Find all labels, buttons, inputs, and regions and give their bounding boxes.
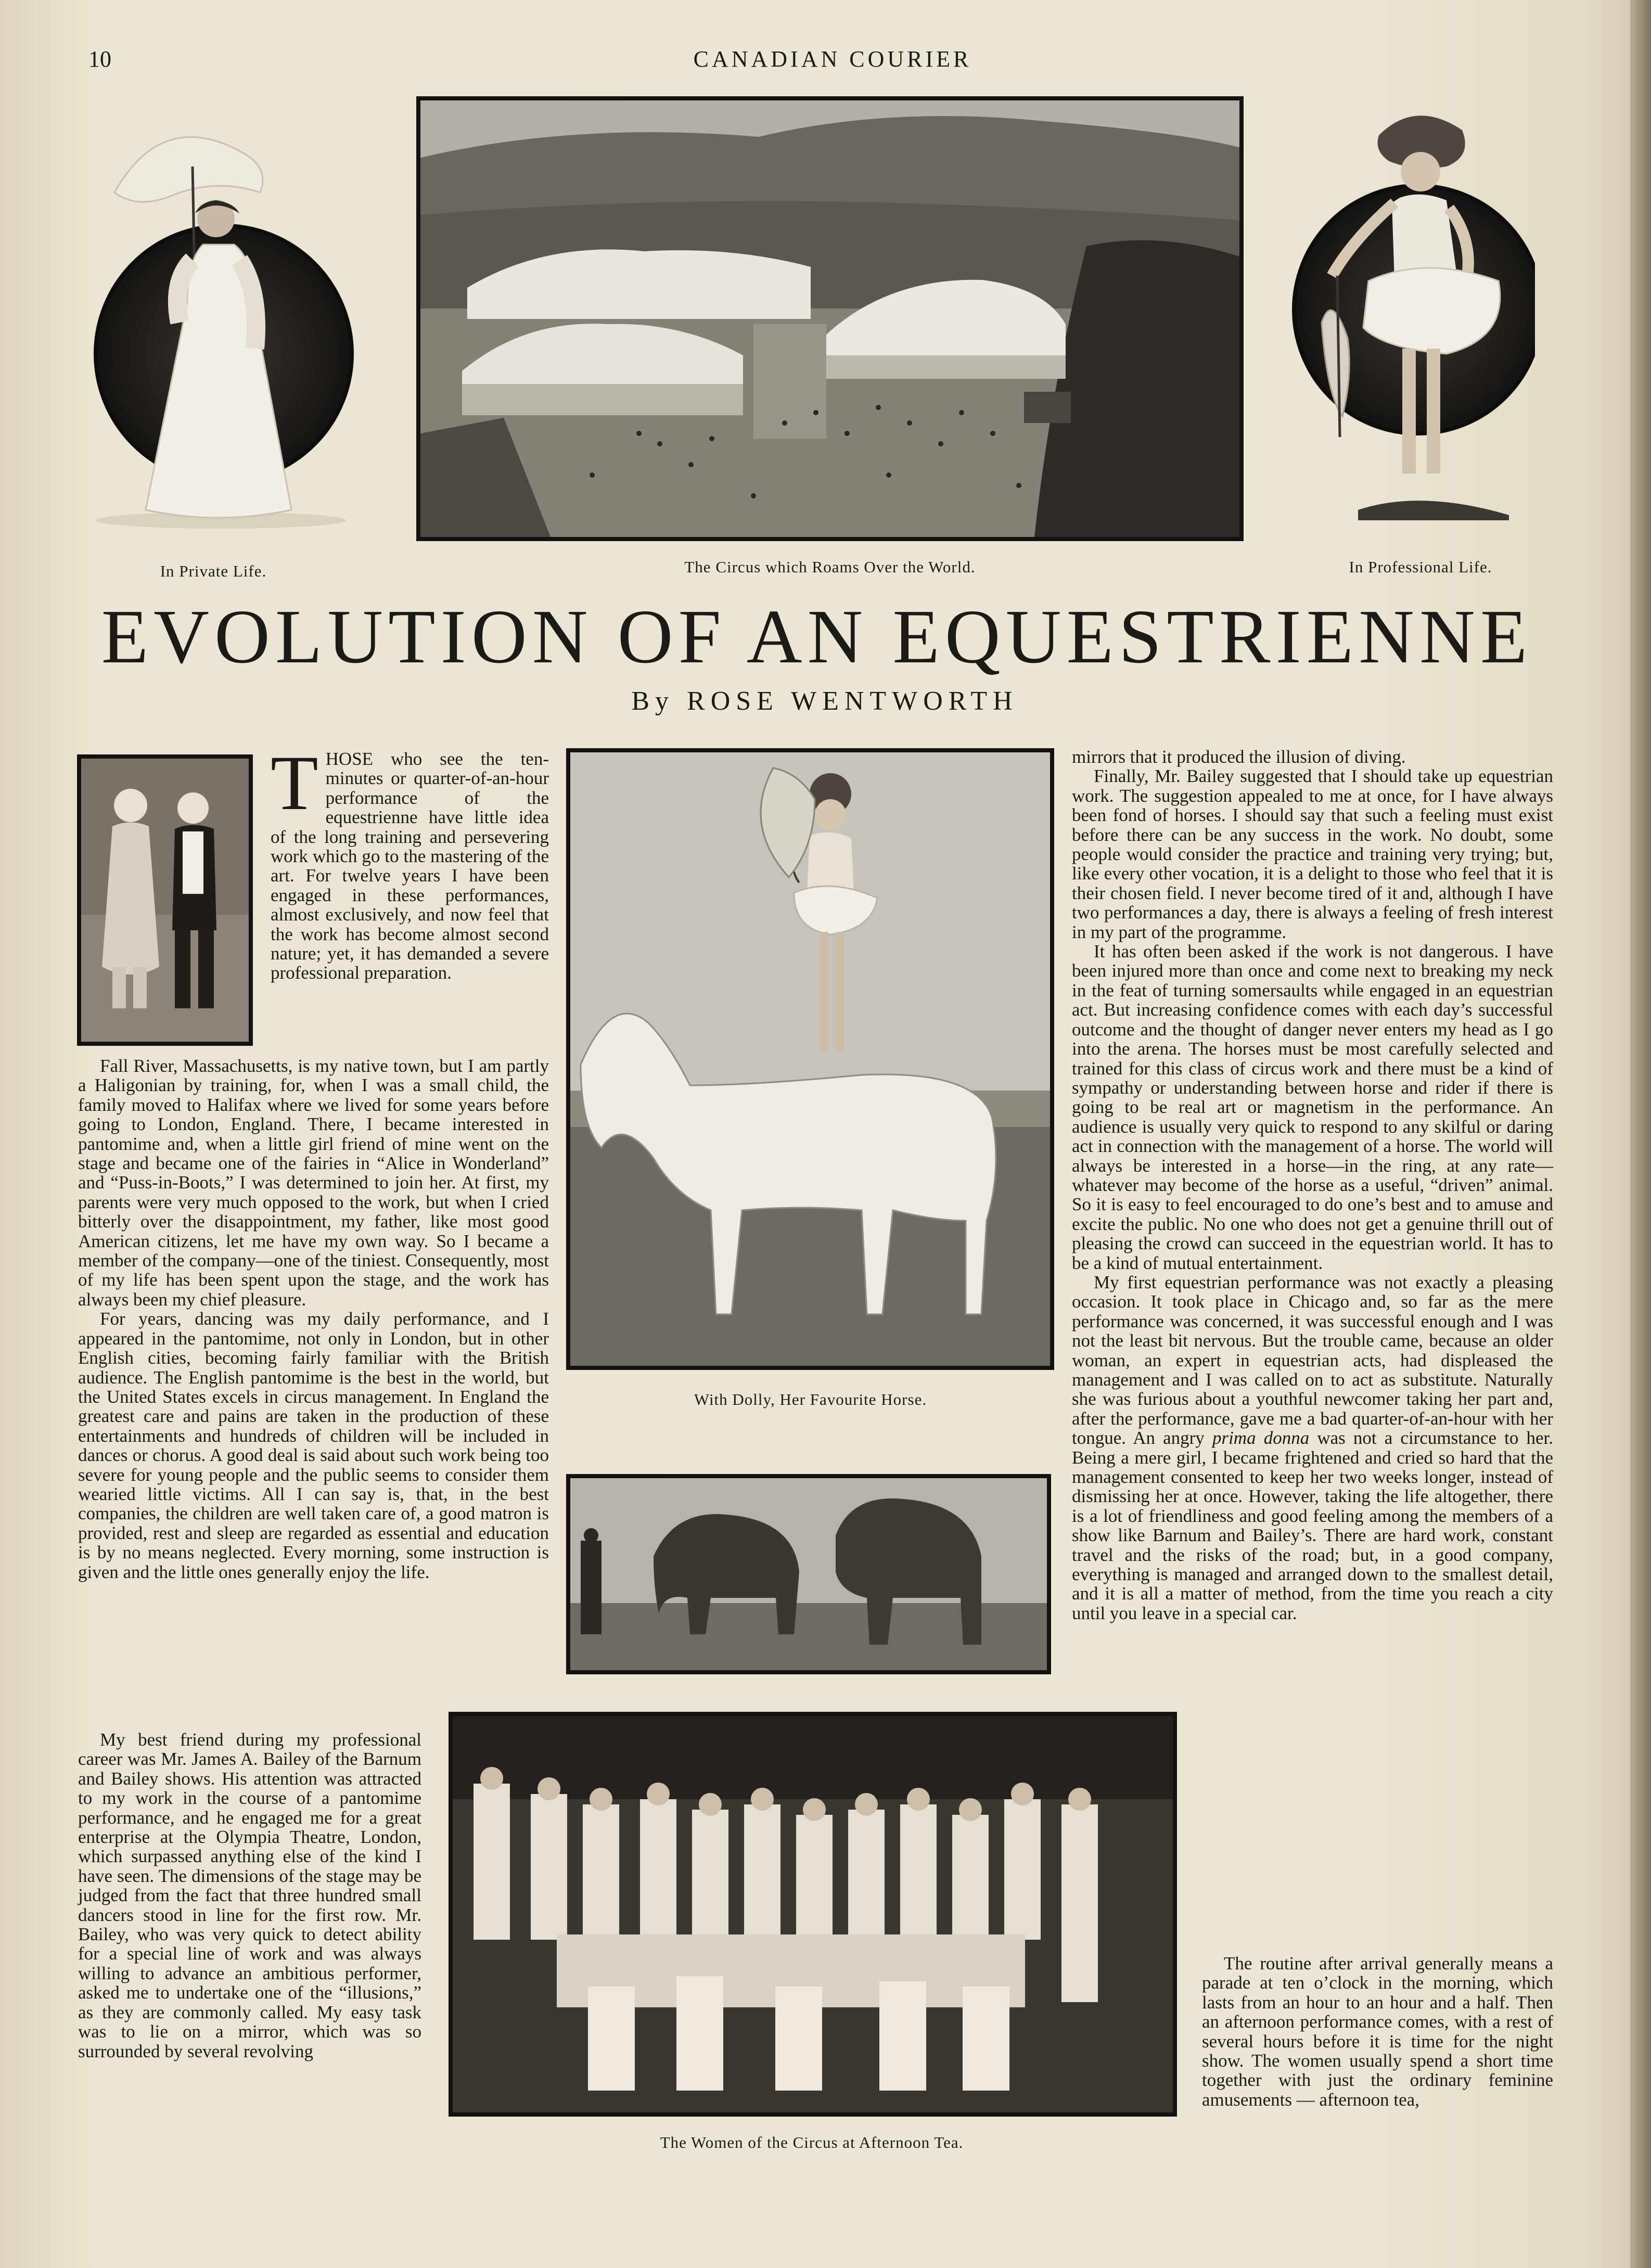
article-paragraph: My first equestrian performance was not exactly a pleasing occasion. It took place in Chicago and, so far as the mere performance was concerned, it was successful enough and I was not the least bit nervous. But the trouble came, because an older woman, an expert in equestrian acts, had displeased the management and I was called on to act as substitute. Naturally she was furious about a youthful newcomer taking her part and, after the performance, gave me a bad quarter-of-an-hour with her tongue. An angry prima donna was not a circumstance to her. Being a mere girl, I became frightened and cried so hard that the management consented to keep her two weeks longer, instead of dismissing her at once. However, taking the life altogether, there is a lot of friendliness and good feeling among the members of a show like Barnum and Bailey’s. There are hard work, constant travel and the risks of the road; but, in a good company, everything is managed and arranged down to the smallest detail, and it is all a matter of method, from the time you reach a city until you leave in a special car.	[1072, 1272, 1554, 1623]
publication-title: CANADIAN COURIER	[693, 46, 972, 72]
elephants-photo	[566, 1474, 1051, 1674]
article-paragraph: My best friend during my professional career was Mr. James A. Bailey of the Barnum and Bailey shows. His attention was attracted to my work in the course of a pantomime performance, and he engaged me for a great enterprise at the Olympia Theatre, London, which surpassed anything else of the kind I have seen. The dimensions of the stage may be judged from the fact that three hundred small dancers stood in line for the first row. Mr. Bailey, who was very quick to detect ability for a special line of work and was always willing to advance an ambitious performer, asked me to undertake one of the “illusions,” as they are commonly called. My easy task was to lie on a mirror, which was so surrounded by several revolving	[78, 1729, 421, 2061]
circus-caption: The Circus which Roams Over the World.	[684, 558, 976, 576]
article-column-2-bottom	[1202, 1954, 1553, 2109]
circus-photo	[416, 96, 1244, 541]
article-column-1-top	[271, 740, 549, 983]
private-life-caption: In Private Life.	[160, 562, 267, 580]
clowns-photo	[77, 754, 253, 1046]
page-number: 10	[88, 46, 111, 72]
tea-photo	[449, 1712, 1177, 2117]
drop-cap: T	[271, 740, 318, 826]
page-edge	[1630, 0, 1651, 2268]
article-paragraph: It has often been asked if the work is not dangerous. I have been injured more than once and come next to breaking my neck in the feat of turning somersaults while engaged in an equestrian act. But increasing confidence comes with each day’s successful outcome and the thought of danger never enters my head as I go into the arena. The horses must be most carefully selected and trained for this class of circus work and there must be a kind of sympathy or understanding between horse and rider if there is going to be real art or magnetism in the performance. An audience is usually very quick to respond to any skilful or daring act in connection with the management of a horse. The world will always be interested in a horse—in the ring, at any rate—whatever may become of the horse as a useful, “driven” animal. So it is easy to feel encouraged to do one’s best and to amuse and excite the public. No one who does not get a genuine thrill out of pleasing the crowd can succeed in the equestrian world. It has to be a kind of mutual entertainment.	[1072, 941, 1553, 1273]
professional-life-photo	[1290, 104, 1535, 531]
tea-caption: The Women of the Circus at Afternoon Tea.	[660, 2133, 964, 2151]
article-title: EVOLUTION OF AN EQUESTRIENNE	[101, 594, 1533, 680]
article-paragraph: THOSE who see the ten-minutes or quarter-of-an-hour performance of the equestrienne have little idea of the long training and persevering work which go to the mastering of the art. For twelve years I have been engaged in these performances, almost exclusively, and now feel that the work has become almost second nature; yet, it has demanded a severe professional preparation.	[271, 740, 549, 983]
professional-life-caption: In Professional Life.	[1349, 558, 1492, 576]
horse-caption: With Dolly, Her Favourite Horse.	[694, 1390, 927, 1408]
italic-phrase: prima donna	[1212, 1428, 1310, 1449]
article-paragraph: The routine after arrival generally means a parade at ten o’clock in the morning, which lasts from an hour to an hour and a half. Then an afternoon performance comes, with a rest of several hours before it is time for the night show. The women usually spend a short time together with just the ordinary feminine amusements — afternoon tea,	[1202, 1953, 1553, 2110]
article-paragraph: For years, dancing was my daily performance, and I appeared in the pantomime, not only in London, but in other English cities, becoming fairly familiar with the British audience. The English pantomime is the best in the world, but the United States excels in circus management. In England the greatest care and pains are taken in the production of these entertainments and hundreds of children will be included in dances or chorus. A good deal is said about such work being too severe for young people and the public seems to consider them wearied little victims. All I can say is, that, in the best companies, the children are well taken care of, a good matron is provided, rest and sleep are regarded as essential and education is by no means neglected. Every morning, some instruction is given and the little ones generally enjoy the life.	[78, 1309, 549, 1582]
article-column-2	[1072, 747, 1553, 1623]
horse-photo	[566, 748, 1054, 1370]
private-life-photo	[83, 104, 354, 531]
article-paragraph: Finally, Mr. Bailey suggested that I should take up equestrian work. The suggestion appealed to me at once, for I have always been fond of horses. I should say that such a feeling must exist before there can be any success in the work. No doubt, some people would consider the practice and training very trying; but, like every other vocation, it is a delight to those who feel that it is their chosen field. I never become tired of it and, although I have two performances a day, there is always a feeling of fresh interest in my part of the programme.	[1072, 766, 1553, 942]
article-paragraph: mirrors that it produced the illusion of diving.	[1072, 747, 1406, 767]
article-column-1	[78, 1056, 549, 1582]
article-paragraph: Fall River, Massachusetts, is my native town, but I am partly a Haligonian by training, for, when I was a small child, the family moved to Halifax where we lived for some years before going to London, England. There, I became interested in pantomime and, when a little girl friend of mine went on the stage and became one of the fairies in “Alice in Wonderland” and “Puss-in-Boots,” I was determined to join her. At first, my parents were very much opposed to the work, but when I cried bitterly over the disappointment, my father, like most good American citizens, let me have my own way. So I became a member of the company—one of the tiniest. Consequently, most of my life has been spent upon the stage, and the work has always been my chief pleasure.	[78, 1056, 549, 1310]
article-column-1-bottom	[78, 1730, 421, 2061]
article-byline: By ROSE WENTWORTH	[631, 686, 1018, 716]
